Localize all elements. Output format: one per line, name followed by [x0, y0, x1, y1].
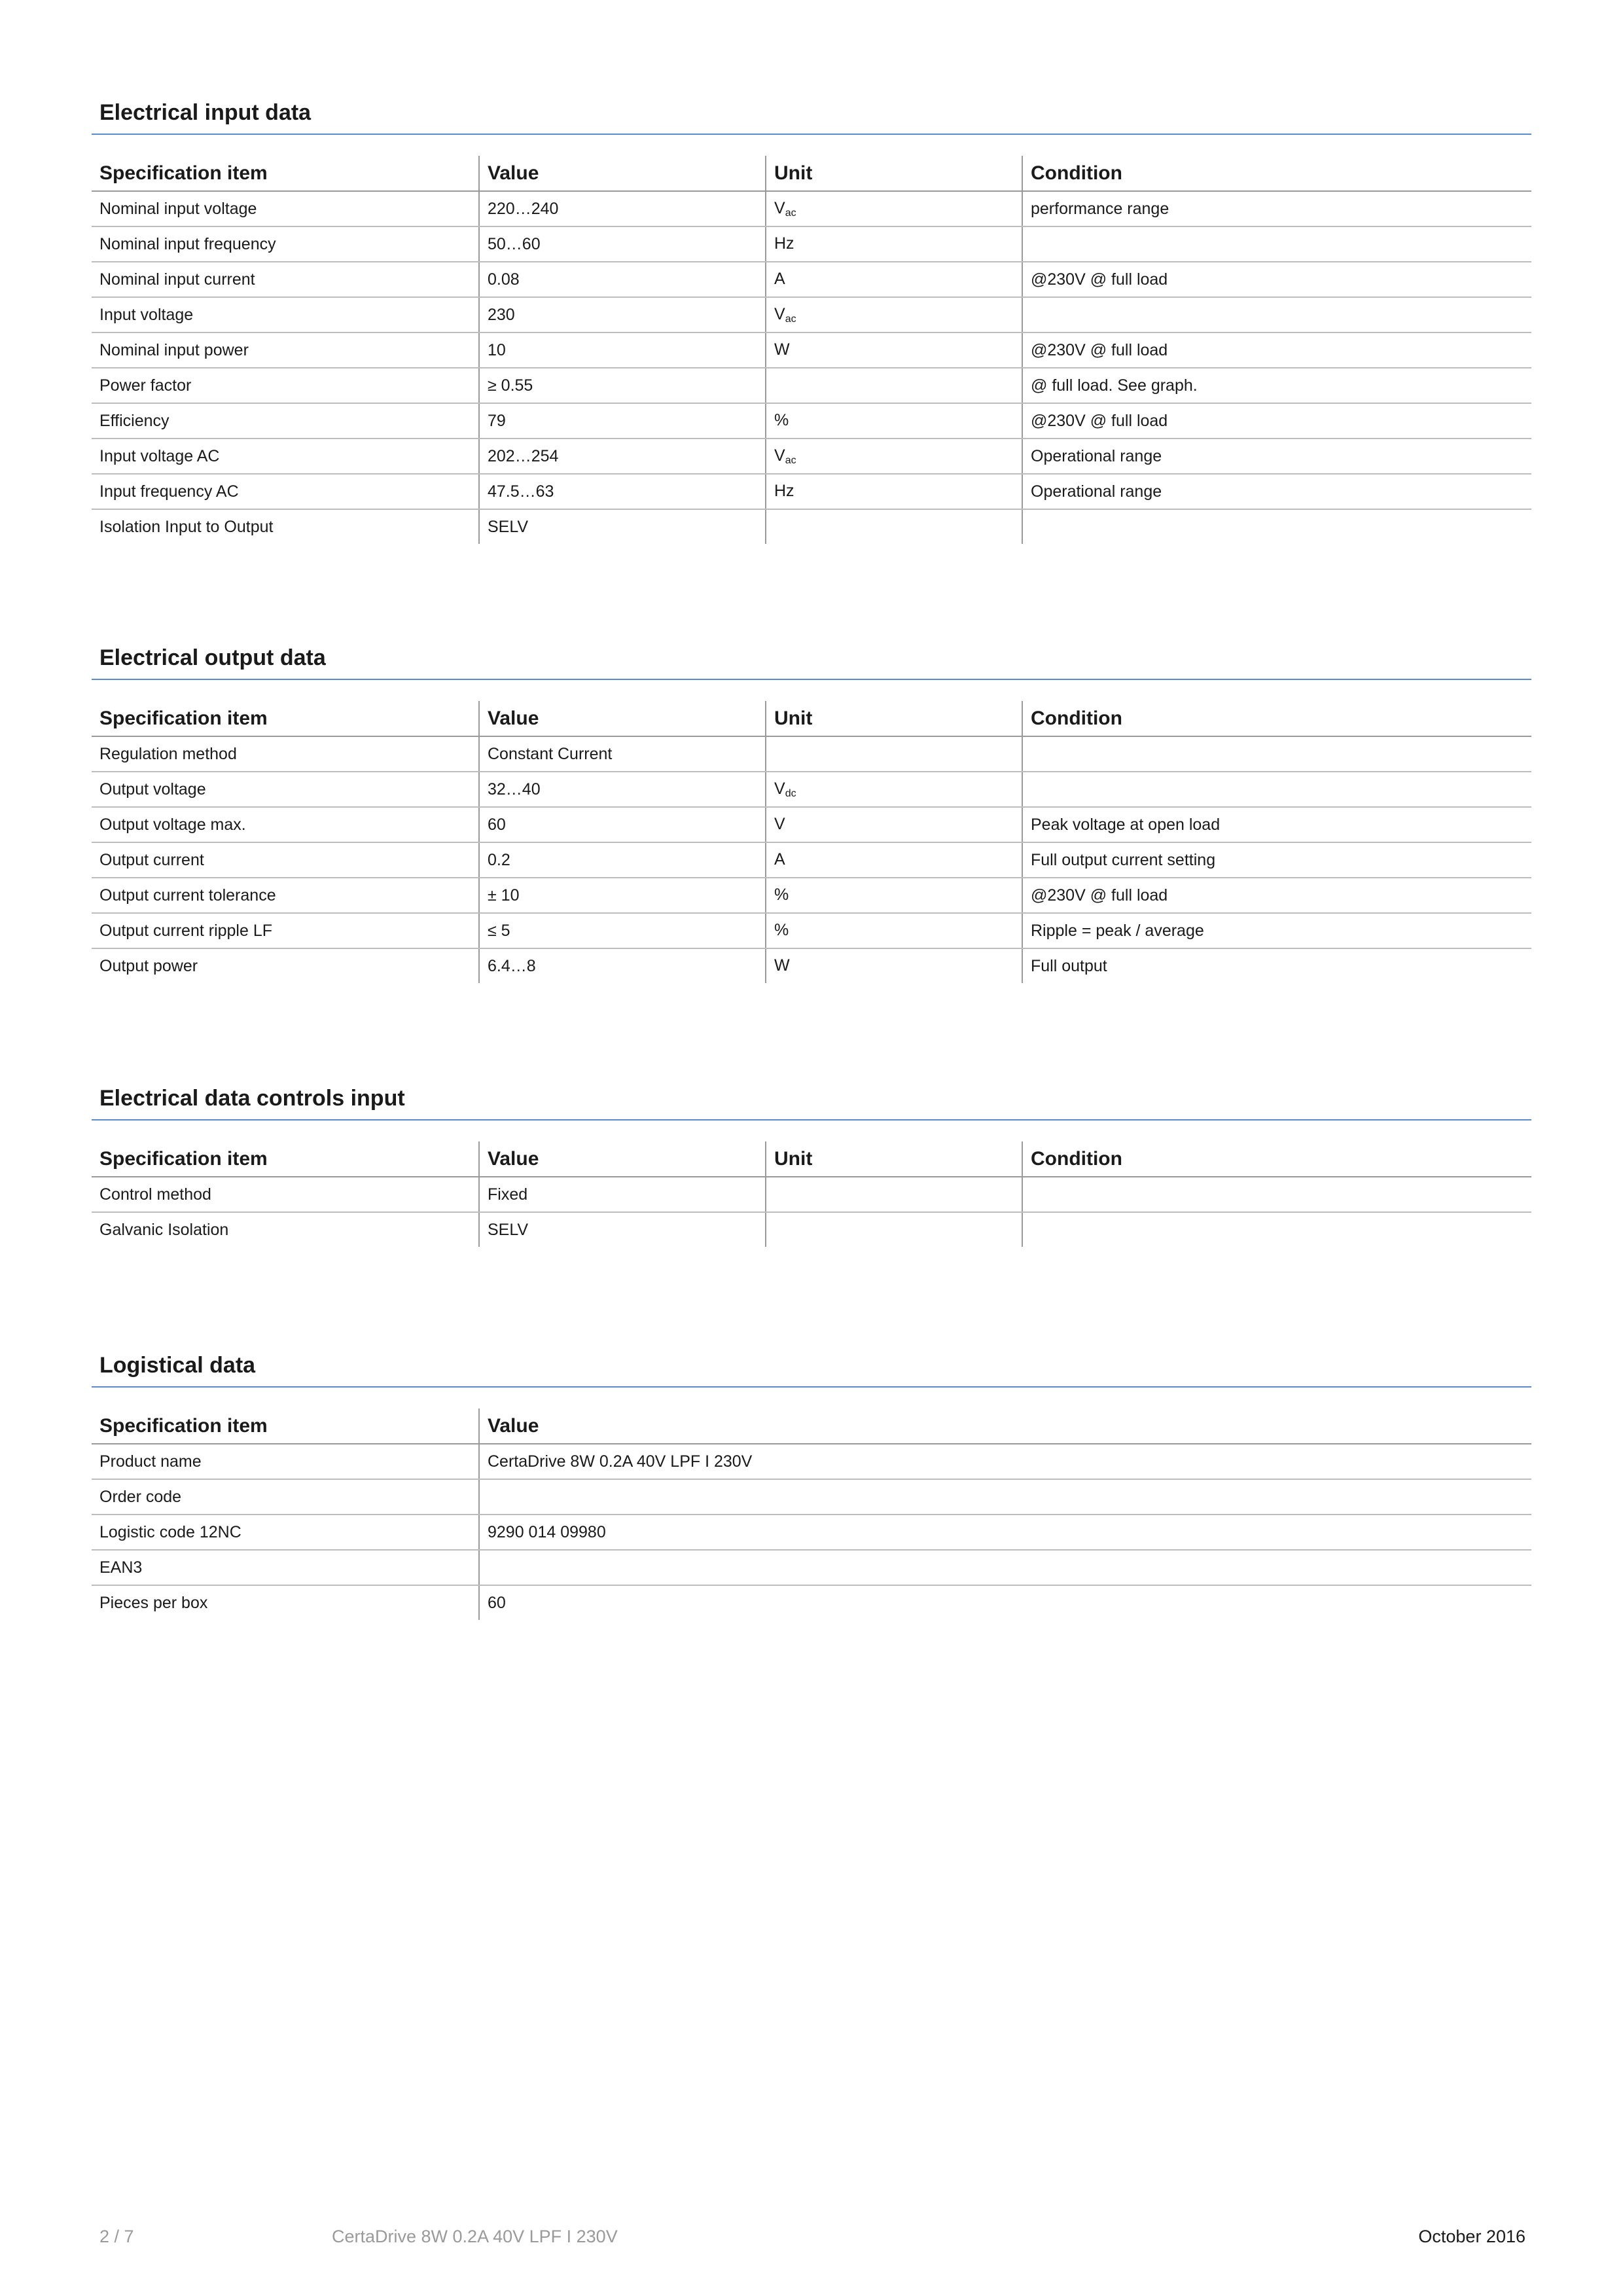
- value-cell: 230: [479, 297, 766, 332]
- condition-cell: [1022, 226, 1531, 262]
- table-row: [92, 226, 1531, 262]
- value-cell: 60: [479, 807, 766, 842]
- condition-cell: Operational range: [1022, 439, 1531, 474]
- value-cell: [479, 1479, 1531, 1515]
- value-cell: ≤ 5: [479, 913, 766, 948]
- unit-cell: [766, 368, 1022, 403]
- unit-cell: [766, 913, 1022, 948]
- spec-item-cell: Control method: [92, 1177, 479, 1212]
- electrical-input-section: [92, 92, 1531, 544]
- unit-cell: [766, 878, 1022, 913]
- condition-cell: performance range: [1022, 191, 1531, 226]
- table-header-row: [92, 701, 1531, 736]
- table-row: [92, 332, 1531, 368]
- logistical-table: [92, 1408, 1531, 1620]
- spec-item-cell: Nominal input frequency: [92, 226, 479, 262]
- table-row: [92, 807, 1531, 842]
- spec-item-cell: Output power: [99, 956, 198, 975]
- unit-symbol: %: [774, 410, 789, 429]
- table-row: [92, 403, 1531, 439]
- condition-cell: Full output current setting: [1022, 842, 1531, 878]
- condition-cell: @230V @ full load: [1022, 403, 1531, 439]
- table-row: [92, 262, 1531, 297]
- condition-cell: [1022, 1177, 1531, 1212]
- unit-cell: [766, 1177, 1022, 1212]
- value-cell: 10: [479, 332, 766, 368]
- unit-subscript: ac: [785, 454, 796, 466]
- value-cell: SELV: [479, 509, 766, 544]
- unit-cell: [766, 439, 1022, 474]
- table-row: [92, 1550, 1531, 1585]
- unit-cell: [766, 297, 1022, 332]
- spec-item-cell: EAN3: [92, 1550, 479, 1585]
- value-cell: Constant Current: [479, 736, 766, 772]
- condition-cell: Full output: [1022, 948, 1531, 983]
- spec-item-cell: Output voltage: [92, 772, 479, 807]
- condition-cell: @230V @ full load: [1022, 878, 1531, 913]
- electrical-input-table: [92, 156, 1531, 544]
- value-cell: 60: [479, 1585, 1531, 1620]
- table-row: [92, 1212, 1531, 1247]
- table-row: [92, 913, 1531, 948]
- condition-cell: @ full load. See graph.: [1022, 368, 1531, 403]
- condition-cell: [1022, 1212, 1531, 1247]
- spec-item-cell: Nominal input current: [92, 262, 479, 297]
- table-row: [92, 1444, 1531, 1479]
- table-row: [92, 1479, 1531, 1515]
- section-title: Electrical data controls input: [92, 1077, 1531, 1121]
- section-title: Electrical output data: [92, 637, 1531, 680]
- table-row: [92, 191, 1531, 226]
- unit-symbol: V: [774, 304, 785, 323]
- value-cell: 0.2: [479, 842, 766, 878]
- table-header-row: [92, 1141, 1531, 1177]
- unit-symbol: W: [774, 340, 790, 359]
- unit-symbol: V: [774, 779, 785, 798]
- unit-symbol: V: [774, 198, 785, 217]
- header-condition: Condition: [1022, 156, 1531, 191]
- unit-cell: [766, 509, 1022, 544]
- unit-cell: [766, 226, 1022, 262]
- value-cell: 0.08: [479, 262, 766, 297]
- unit-symbol: %: [774, 885, 789, 904]
- value-cell: 47.5…63: [479, 474, 766, 509]
- unit-subscript: ac: [785, 313, 796, 325]
- footer-date: October 2016: [1418, 2227, 1525, 2246]
- header-spec-item: Specification item: [92, 156, 479, 191]
- spec-item-cell: Efficiency: [92, 403, 479, 439]
- unit-symbol: A: [774, 269, 785, 288]
- value-cell: 50…60: [479, 226, 766, 262]
- condition-cell: @230V @ full load: [1022, 332, 1531, 368]
- table-row: [92, 474, 1531, 509]
- table-row: [92, 1177, 1531, 1212]
- unit-subscript: ac: [785, 207, 796, 219]
- table-header-row: [92, 1408, 1531, 1444]
- spec-item-cell: Input frequency AC: [92, 474, 479, 509]
- header-value: Value: [479, 1408, 1531, 1444]
- section-title: Electrical input data: [92, 92, 1531, 135]
- unit-cell: [766, 948, 1022, 983]
- value-cell: ± 10: [479, 878, 766, 913]
- value-cell: 79: [479, 403, 766, 439]
- condition-cell: Peak voltage at open load: [1022, 807, 1531, 842]
- table-row: [92, 509, 1531, 544]
- unit-cell: [766, 332, 1022, 368]
- unit-cell: [766, 474, 1022, 509]
- condition-cell: Ripple = peak / average: [1022, 913, 1531, 948]
- value-cell: [479, 1550, 1531, 1585]
- table-row: [92, 1585, 1531, 1620]
- header-value: Value: [479, 1141, 766, 1177]
- spec-item-cell: Input voltage AC: [92, 439, 479, 474]
- header-value: Value: [479, 156, 766, 191]
- condition-cell: [1022, 736, 1531, 772]
- condition-cell: Operational range: [1022, 474, 1531, 509]
- unit-cell: [766, 1212, 1022, 1247]
- unit-cell: [766, 842, 1022, 878]
- value-cell: 9290 014 09980: [479, 1515, 1531, 1550]
- spec-item-cell: Output current tolerance: [92, 878, 479, 913]
- header-spec-item: Specification item: [92, 701, 479, 736]
- table-row: [92, 772, 1531, 807]
- value-cell: SELV: [479, 1212, 766, 1247]
- condition-cell: [1022, 772, 1531, 807]
- spec-item-cell: Input voltage: [92, 297, 479, 332]
- table-row: [92, 1515, 1531, 1550]
- spec-item-cell: Output voltage max.: [92, 807, 479, 842]
- unit-symbol: %: [774, 920, 789, 939]
- spec-item-cell: Galvanic Isolation: [99, 1220, 229, 1239]
- unit-subscript: dc: [785, 787, 796, 799]
- unit-cell: [766, 772, 1022, 807]
- spec-item-cell: Pieces per box: [99, 1593, 208, 1612]
- table-row: [92, 948, 1531, 983]
- header-condition: Condition: [1022, 1141, 1531, 1177]
- value-cell: Fixed: [479, 1177, 766, 1212]
- spec-item-cell: Nominal input voltage: [92, 191, 479, 226]
- header-spec-item: Specification item: [92, 1141, 479, 1177]
- table-row: [92, 297, 1531, 332]
- header-unit: Unit: [766, 1141, 1022, 1177]
- condition-cell: [1022, 297, 1531, 332]
- spec-item-cell: Regulation method: [92, 736, 479, 772]
- header-unit: Unit: [766, 701, 1022, 736]
- table-row: [92, 368, 1531, 403]
- header-spec-item: Specification item: [92, 1408, 479, 1444]
- value-cell: CertaDrive 8W 0.2A 40V LPF I 230V: [479, 1444, 1531, 1479]
- unit-symbol: A: [774, 850, 785, 869]
- value-cell: ≥ 0.55: [479, 368, 766, 403]
- unit-cell: [766, 736, 1022, 772]
- table-row: [92, 439, 1531, 474]
- spec-item-cell: Output current: [92, 842, 479, 878]
- condition-cell: [1022, 509, 1531, 544]
- unit-cell: [766, 191, 1022, 226]
- footer-page-number: 2 / 7: [99, 2227, 134, 2246]
- unit-symbol: W: [774, 956, 790, 975]
- spec-item-cell: Power factor: [92, 368, 479, 403]
- unit-symbol: Hz: [774, 234, 794, 253]
- electrical-output-section: [92, 637, 1531, 983]
- header-value: Value: [479, 701, 766, 736]
- footer-product-name: CertaDrive 8W 0.2A 40V LPF I 230V: [332, 2227, 618, 2246]
- logistical-section: [92, 1344, 1531, 1620]
- unit-symbol: V: [774, 814, 785, 833]
- spec-item-cell: Output current ripple LF: [92, 913, 479, 948]
- spec-item-cell: Order code: [92, 1479, 479, 1515]
- spec-item-cell: Nominal input power: [92, 332, 479, 368]
- unit-symbol: Hz: [774, 481, 794, 500]
- value-cell: 202…254: [479, 439, 766, 474]
- unit-symbol: V: [774, 446, 785, 465]
- table-row: [92, 736, 1531, 772]
- spec-item-cell: Isolation Input to Output: [99, 517, 274, 536]
- spec-item-cell: Product name: [92, 1444, 479, 1479]
- value-cell: 220…240: [479, 191, 766, 226]
- value-cell: 6.4…8: [479, 948, 766, 983]
- header-condition: Condition: [1022, 701, 1531, 736]
- unit-cell: [766, 807, 1022, 842]
- spec-item-cell: Logistic code 12NC: [92, 1515, 479, 1550]
- header-unit: Unit: [766, 156, 1022, 191]
- value-cell: 32…40: [479, 772, 766, 807]
- unit-cell: [766, 262, 1022, 297]
- electrical-controls-table: [92, 1141, 1531, 1247]
- table-row: [92, 878, 1531, 913]
- section-title: Logistical data: [92, 1344, 1531, 1388]
- electrical-controls-section: [92, 1077, 1531, 1247]
- electrical-output-table: [92, 701, 1531, 983]
- unit-cell: [766, 403, 1022, 439]
- table-header-row: [92, 156, 1531, 191]
- condition-cell: @230V @ full load: [1022, 262, 1531, 297]
- table-row: [92, 842, 1531, 878]
